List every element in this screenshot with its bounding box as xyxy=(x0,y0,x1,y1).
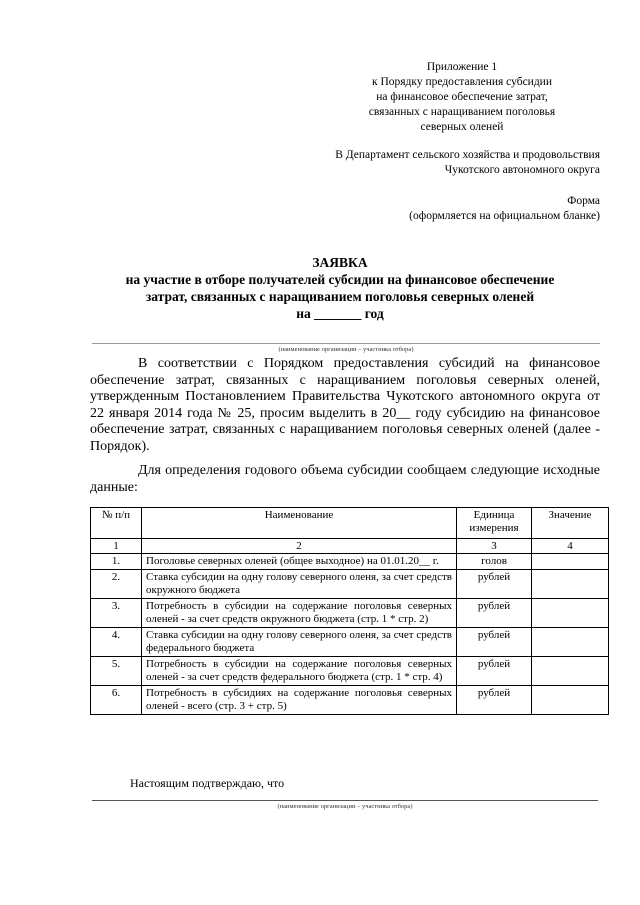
column-number: 2 xyxy=(142,539,457,554)
form-note xyxy=(300,194,600,224)
row-unit: рублей xyxy=(457,599,532,628)
row-number: 1. xyxy=(91,554,142,570)
row-unit: рублей xyxy=(457,657,532,686)
appendix-line: связанных с наращиванием поголовья xyxy=(368,106,556,118)
title-line: на участие в отборе получателей субсидии на финансовое обеспечение xyxy=(125,272,555,287)
document-title xyxy=(90,254,590,322)
row-number: 5. xyxy=(91,657,142,686)
header-name: Наименование xyxy=(142,508,457,539)
appendix-note xyxy=(332,60,592,135)
row-value-cell[interactable] xyxy=(532,657,609,686)
row-number: 4. xyxy=(91,628,142,657)
row-unit: рублей xyxy=(457,686,532,715)
organization-caption: (наименование организации – участника отбора) xyxy=(278,346,414,353)
table-row xyxy=(91,570,609,599)
appendix-line: северных оленей xyxy=(420,121,504,133)
row-unit: рублей xyxy=(457,628,532,657)
addressee-line: В Департамент сельского хозяйства и продовольствия xyxy=(335,149,600,161)
table-row xyxy=(91,657,609,686)
table-row xyxy=(91,599,609,628)
title-line: затрат, связанных с наращиванием поголовья северных оленей xyxy=(145,289,535,304)
form-official-note: (оформляется на официальном бланке) xyxy=(409,210,600,222)
header-unit: Единица измерения xyxy=(457,508,532,539)
appendix-line: на финансовое обеспечение затрат, xyxy=(376,91,548,103)
confirmation-name-line xyxy=(92,800,598,801)
row-unit: голов xyxy=(457,554,532,570)
row-name: Поголовье северных оленей (общее выходное) на 01.01.20__ г. xyxy=(142,554,457,570)
row-name: Потребность в субсидии на содержание поголовья северных оленей - за счет средств федерального бюджета (стр. 1 * стр. 4) xyxy=(142,657,457,686)
table-row xyxy=(91,686,609,715)
row-value-cell[interactable] xyxy=(532,570,609,599)
column-number: 4 xyxy=(532,539,609,554)
header-number: № п/п xyxy=(91,508,142,539)
header-value: Значение xyxy=(532,508,609,539)
row-value-cell[interactable] xyxy=(532,628,609,657)
table-row xyxy=(91,554,609,570)
row-number: 3. xyxy=(91,599,142,628)
title-heading: ЗАЯВКА xyxy=(312,255,368,270)
column-number: 1 xyxy=(91,539,142,554)
data-intro-paragraph: Для определения годового объема субсидии сообщаем следующие исходные данные: xyxy=(90,463,600,495)
confirmation-text: Настоящим подтверждаю, что xyxy=(130,776,285,790)
appendix-line: Приложение 1 xyxy=(426,61,498,73)
addressee xyxy=(270,148,600,178)
row-name: Ставка субсидии на одну голову северного оленя, за счет средств окружного бюджета xyxy=(142,570,457,599)
organization-name-line xyxy=(92,343,600,344)
confirmation-caption: (наименование организации – участника отбора) xyxy=(277,803,413,810)
row-number: 6. xyxy=(91,686,142,715)
table-header-row xyxy=(91,508,609,539)
row-name: Ставка субсидии на одну голову северного оленя, за счет средств федерального бюджета xyxy=(142,628,457,657)
title-year-line: на _______ год xyxy=(296,306,384,321)
row-number: 2. xyxy=(91,570,142,599)
appendix-line: к Порядку предоставления субсидии xyxy=(372,76,552,88)
row-name: Потребность в субсидии на содержание поголовья северных оленей - за счет средств окружного бюджета (стр. 1 * стр. 2) xyxy=(142,599,457,628)
row-name: Потребность в субсидиях на содержание поголовья северных оленей - всего (стр. 3 + стр. 5) xyxy=(142,686,457,715)
row-value-cell[interactable] xyxy=(532,599,609,628)
row-value-cell[interactable] xyxy=(532,554,609,570)
form-label: Форма xyxy=(567,195,600,207)
column-number: 3 xyxy=(457,539,532,554)
subsidy-table xyxy=(90,507,609,715)
request-paragraph: В соответствии с Порядком предоставления субсидий на финансовое обеспечение затрат, связанных с наращиванием поголовья северных оленей, утвержденным Постановлением Правительства Чукотского автономного округа от 22 января 2014 года № 25, просим выделить в 20__ году субсидию на финансовое обеспечение затрат, связанных с наращиванием поголовья северных оленей (далее - Порядок). xyxy=(90,356,600,454)
table-row xyxy=(91,628,609,657)
addressee-line: Чукотского автономного округа xyxy=(444,164,600,176)
row-value-cell[interactable] xyxy=(532,686,609,715)
row-unit: рублей xyxy=(457,570,532,599)
column-number-row xyxy=(91,539,609,554)
